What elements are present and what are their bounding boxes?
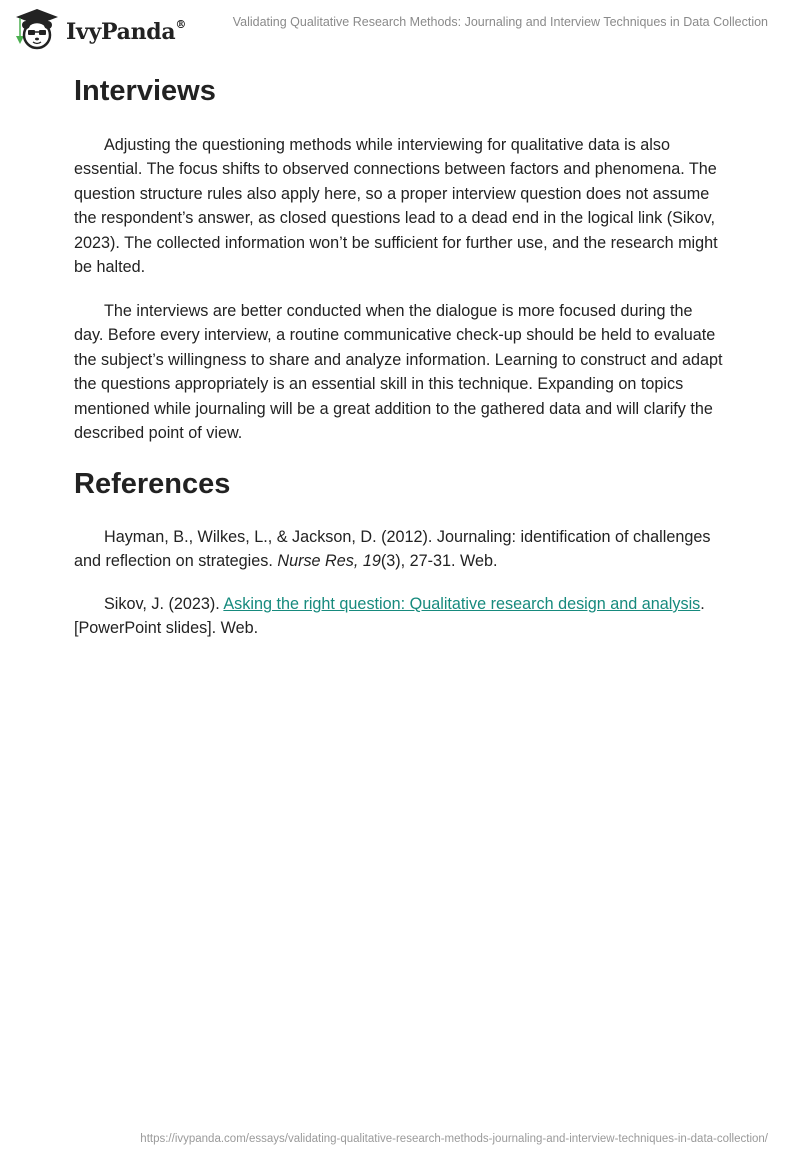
page-header <box>0 0 800 60</box>
journal-name: Nurse Res, 19 <box>277 552 381 571</box>
paragraph: The interviews are better conducted when the dialogue is more focused during the day. Before every interview, a routine communicative check-up should be held to evaluate the subject’s willingness to share and analyze information. Learning to construct and adapt the questions appropriately is an essential skill in this technique. Expanding on topics mentioned while journaling will be a great addition to the gathered data and will clarify the described point of view. <box>74 302 723 443</box>
reference-item: Hayman, B., Wilkes, L., & Jackson, D. (2012). Journaling: identification of challenges and reflection on strategies. Nurse Res, 19(3), 27-31. Web. <box>74 528 711 571</box>
brand-logo[interactable] <box>14 8 186 50</box>
section-heading-references: References <box>74 468 231 500</box>
brand-name: IvyPanda® <box>66 17 187 45</box>
document-title: Validating Qualitative Research Methods: Journaling and Interview Techniques in Data Collection <box>232 15 768 29</box>
footer-url[interactable]: https://ivypanda.com/essays/validating-qualitative-research-methods-journaling-and-interview-techniques-in-data-collection/ <box>140 1133 768 1145</box>
reference-item: Sikov, J. (2023). Asking the right question: Qualitative research design and analysis. [PowerPoint slides]. Web. <box>74 595 705 638</box>
panda-graduate-icon <box>14 8 60 50</box>
section-heading-interviews: Interviews <box>74 75 216 107</box>
reference-link[interactable]: Asking the right question: Qualitative research design and analysis <box>223 595 701 613</box>
paragraph: Adjusting the questioning methods while interviewing for qualitative data is also essential. The focus shifts to observed connections between factors and phenomena. The question structure rules also apply here, so a proper interview question does not assume the respondent’s answer, as closed questions lead to a dead end in the logical link (Sikov, 2023). The collected information won’t be sufficient for further use, and the research might be halted. <box>74 136 718 277</box>
